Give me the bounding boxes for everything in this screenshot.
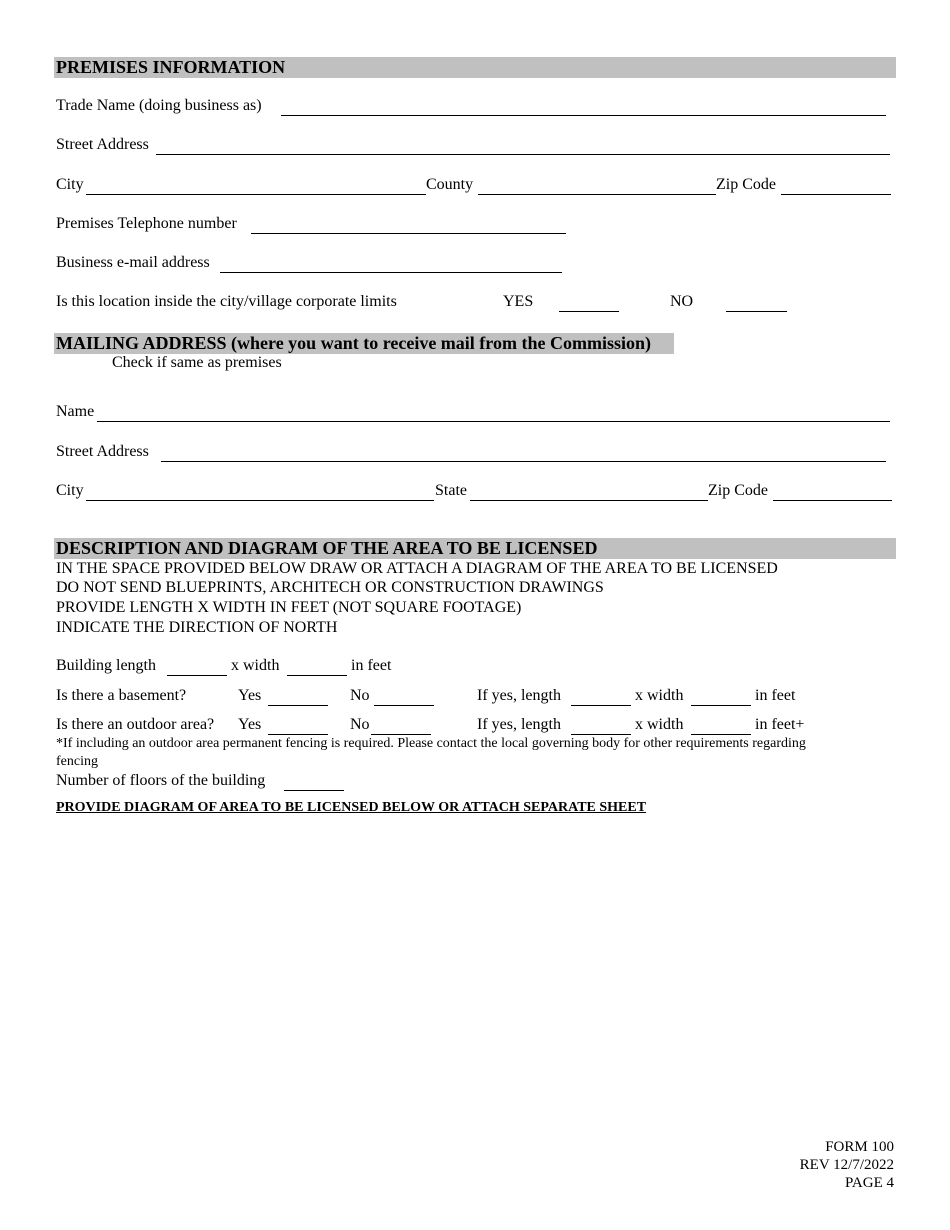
page-number: PAGE 4 <box>844 1175 894 1191</box>
outdoor-yes-label: Yes <box>238 716 262 733</box>
floors-field[interactable] <box>284 790 344 791</box>
outdoor-no-field[interactable] <box>371 734 431 735</box>
description-header: DESCRIPTION AND DIAGRAM OF THE AREA TO BE LICENSED <box>56 538 598 558</box>
inside-limits-yes-field[interactable] <box>559 311 619 312</box>
trade-name-label: Trade Name (doing business as) <box>56 97 262 114</box>
mailing-header: MAILING ADDRESS (where you want to receive mail from the Commission) <box>56 333 651 353</box>
basement-yes-field[interactable] <box>268 705 328 706</box>
mailing-name-label: Name <box>56 403 95 420</box>
premises-county-field[interactable] <box>478 194 716 195</box>
instruction-3: PROVIDE LENGTH X WIDTH IN FEET (NOT SQUARE FOOTAGE) <box>56 599 522 616</box>
premises-zip-label: Zip Code <box>716 176 776 193</box>
building-feet-label: in feet <box>351 657 392 674</box>
mailing-name-field[interactable] <box>97 421 890 422</box>
basement-length-label: If yes, length <box>477 687 561 704</box>
outdoor-length-label: If yes, length <box>477 716 561 733</box>
outdoor-yes-field[interactable] <box>268 734 328 735</box>
basement-feet-label: in feet <box>755 687 796 704</box>
basement-no-field[interactable] <box>374 705 434 706</box>
fencing-note-cont: fencing <box>56 754 98 769</box>
basement-width-label: x width <box>635 687 684 704</box>
mailing-zip-label: Zip Code <box>708 482 768 499</box>
same-as-premises-label[interactable]: Check if same as premises <box>112 354 282 371</box>
building-length-field[interactable] <box>167 675 227 676</box>
building-length-label: Building length <box>56 657 156 674</box>
mailing-street-field[interactable] <box>161 461 886 462</box>
inside-limits-yes-label: YES <box>503 293 534 310</box>
basement-yes-label: Yes <box>238 687 262 704</box>
premises-header: PREMISES INFORMATION <box>56 57 286 77</box>
premises-street-field[interactable] <box>156 154 890 155</box>
outdoor-width-field[interactable] <box>691 734 751 735</box>
instruction-4: INDICATE THE DIRECTION OF NORTH <box>56 619 338 636</box>
inside-limits-label: Is this location inside the city/village corporate limits <box>56 293 397 310</box>
premises-zip-field[interactable] <box>781 194 891 195</box>
mailing-city-field[interactable] <box>86 500 434 501</box>
outdoor-feet-label: in feet+ <box>755 716 805 733</box>
basement-question: Is there a basement? <box>56 687 187 704</box>
basement-no-label: No <box>350 687 370 704</box>
mailing-street-label: Street Address <box>56 443 149 460</box>
inside-limits-no-label: NO <box>670 293 694 310</box>
premises-county-label: County <box>426 176 474 193</box>
form-revision: REV 12/7/2022 <box>799 1157 894 1173</box>
outdoor-question: Is there an outdoor area? <box>56 716 215 733</box>
form-number: FORM 100 <box>825 1139 894 1155</box>
basement-width-field[interactable] <box>691 705 751 706</box>
business-email-field[interactable] <box>220 272 562 273</box>
premises-phone-field[interactable] <box>251 233 566 234</box>
trade-name-field[interactable] <box>281 115 886 116</box>
premises-city-field[interactable] <box>86 194 426 195</box>
building-width-field[interactable] <box>287 675 347 676</box>
outdoor-length-field[interactable] <box>571 734 631 735</box>
business-email-label: Business e-mail address <box>56 254 210 271</box>
premises-phone-label: Premises Telephone number <box>56 215 237 232</box>
building-width-label: x width <box>231 657 280 674</box>
premises-street-label: Street Address <box>56 136 149 153</box>
outdoor-width-label: x width <box>635 716 684 733</box>
diagram-instruction: PROVIDE DIAGRAM OF AREA TO BE LICENSED BELOW OR ATTACH SEPARATE SHEET <box>56 800 647 815</box>
diagram-area[interactable] <box>54 825 896 1130</box>
mailing-zip-field[interactable] <box>773 500 892 501</box>
basement-length-field[interactable] <box>571 705 631 706</box>
outdoor-no-label: No <box>350 716 370 733</box>
premises-city-label: City <box>56 176 84 193</box>
inside-limits-no-field[interactable] <box>726 311 787 312</box>
instruction-2: DO NOT SEND BLUEPRINTS, ARCHITECH OR CONSTRUCTION DRAWINGS <box>56 579 604 596</box>
floors-label: Number of floors of the building <box>56 772 266 789</box>
fencing-note: *If including an outdoor area permanent fencing is required. Please contact the local governing body for other requirements regarding <box>56 736 806 751</box>
mailing-city-label: City <box>56 482 84 499</box>
instruction-1: IN THE SPACE PROVIDED BELOW DRAW OR ATTACH A DIAGRAM OF THE AREA TO BE LICENSED <box>56 560 778 577</box>
mailing-state-label: State <box>435 482 467 499</box>
mailing-state-field[interactable] <box>470 500 708 501</box>
